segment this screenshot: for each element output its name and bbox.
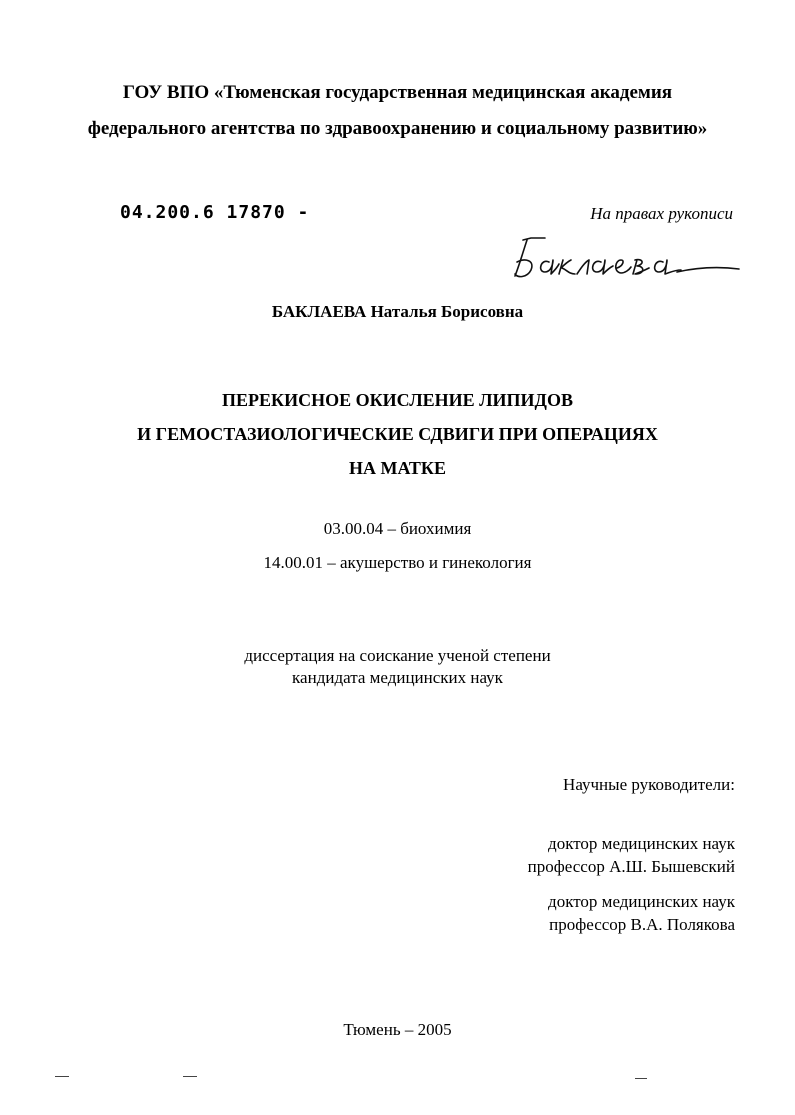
stamp-dash: - bbox=[285, 202, 310, 223]
specialty-item: 14.00.01 – акушерство и гинекология bbox=[263, 553, 532, 572]
handwritten-signature bbox=[505, 232, 745, 284]
scan-mark bbox=[635, 1078, 647, 1079]
degree-line-2: кандидата медицинских наук bbox=[292, 668, 503, 687]
author-name: БАКЛАЕВА Наталья Борисовна bbox=[271, 302, 524, 321]
manuscript-rights: На правах рукописи bbox=[590, 204, 733, 223]
institution-line-2: федерального агентства по здравоохранению и социальному развитию» bbox=[87, 118, 708, 139]
supervisors-heading: Научные руководители: bbox=[563, 775, 735, 794]
specialty-item: 03.00.04 – биохимия bbox=[323, 519, 472, 538]
degree-statement bbox=[0, 645, 795, 689]
supervisor-degree: доктор медицинских наук bbox=[548, 892, 735, 911]
title-line-2: И ГЕМОСТАЗИОЛОГИЧЕСКИЕ СДВИГИ ПРИ ОПЕРАЦИЯХ bbox=[137, 424, 658, 444]
supervisor-1 bbox=[528, 832, 735, 878]
supervisor-degree: доктор медицинских наук bbox=[548, 834, 735, 853]
supervisor-name: профессор А.Ш. Бышевский bbox=[527, 857, 735, 876]
dissertation-title bbox=[0, 383, 795, 485]
place-year: Тюмень – 2005 bbox=[343, 1020, 452, 1039]
signature-graphic bbox=[505, 232, 745, 284]
title-line-3: НА МАТКЕ bbox=[349, 458, 446, 478]
title-line-1: ПЕРЕКИСНОЕ ОКИСЛЕНИЕ ЛИПИДОВ bbox=[222, 390, 573, 410]
supervisor-2 bbox=[548, 890, 735, 936]
scan-mark bbox=[55, 1076, 69, 1077]
degree-line-1: диссертация на соискание ученой степени bbox=[244, 646, 551, 665]
specialties bbox=[0, 512, 795, 580]
registration-number: 04.200.6 17870 bbox=[120, 202, 286, 223]
institution-header bbox=[0, 75, 795, 147]
scan-mark bbox=[183, 1076, 197, 1077]
supervisor-name: профессор В.А. Полякова bbox=[549, 915, 735, 934]
institution-line-1: ГОУ ВПО «Тюменская государственная медицинская академия bbox=[122, 82, 673, 103]
registration-number-stamp bbox=[120, 202, 309, 223]
